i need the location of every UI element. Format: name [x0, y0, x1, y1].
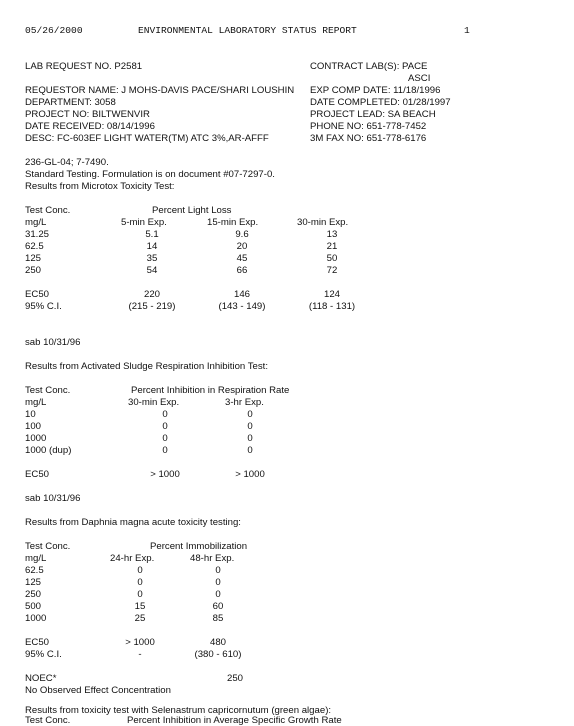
algae-col-label: Test Conc. — [25, 715, 71, 726]
sludge-section-title: Results from Activated Sludge Respiration Inhibition Test: — [25, 361, 268, 372]
noec-label: NOEC* — [25, 673, 57, 684]
microtox-cell: 20 — [236, 241, 248, 252]
sludge-cell: 0 — [162, 445, 168, 456]
microtox-signoff: sab 10/31/96 — [25, 337, 81, 348]
lab-request-no: LAB REQUEST NO. P2581 — [25, 61, 143, 72]
contract-labs-2: ASCI — [408, 73, 431, 84]
daphnia-ci-label: 95% C.I. — [25, 649, 62, 660]
project-no: PROJECT NO: BILTWENVIR — [25, 109, 150, 120]
contract-labs: CONTRACT LAB(S): PACE — [310, 61, 428, 72]
microtox-exp-header: 5-min Exp. — [121, 217, 167, 228]
microtox-ec50-value: 220 — [143, 289, 160, 300]
daphnia-cell: 0 — [215, 577, 221, 588]
microtox-ci-value: (118 - 131) — [308, 301, 356, 312]
microtox-ci-label: 95% C.I. — [25, 301, 62, 312]
sludge-unit-label: mg/L — [25, 397, 47, 408]
daphnia-ec50-value: > 1000 — [125, 637, 155, 648]
fax-no: 3M FAX NO: 651-778-6176 — [310, 133, 427, 144]
microtox-cell: 9.6 — [235, 229, 249, 240]
microtox-cell: 35 — [146, 253, 158, 264]
sludge-exp-header: 3-hr Exp. — [225, 397, 264, 408]
microtox-exp-header: 30-min Exp. — [297, 217, 349, 228]
standard-testing-note: Standard Testing. Formulation is on document #07-7297-0. — [25, 169, 275, 180]
requestor-name: REQUESTOR NAME: J MOHS-DAVIS PACE/SHARI LOUSHIN — [25, 85, 295, 96]
daphnia-cell: 0 — [137, 565, 143, 576]
microtox-cell: 45 — [236, 253, 248, 264]
microtox-group-header: Percent Light Loss — [152, 205, 232, 216]
microtox-cell: 14 — [146, 241, 158, 252]
date-completed: DATE COMPLETED: 01/28/1997 — [310, 97, 451, 108]
microtox-ci-value: (215 - 219) — [128, 301, 176, 312]
daphnia-cell: 0 — [215, 589, 221, 600]
daphnia-cell: 15 — [134, 601, 146, 612]
microtox-cell: 50 — [326, 253, 338, 264]
microtox-cell: 13 — [326, 229, 338, 240]
document-ref: 236-GL-04; 7-7490. — [25, 157, 109, 168]
daphnia-ec50-value: 480 — [209, 637, 226, 648]
microtox-cell: 54 — [146, 265, 158, 276]
daphnia-cell: 25 — [134, 613, 146, 624]
sludge-ec50-label: EC50 — [25, 469, 49, 480]
daphnia-ec50-label: EC50 — [25, 637, 49, 648]
daphnia-col-label: Test Conc. — [25, 541, 71, 552]
daphnia-section-title: Results from Daphnia magna acute toxicity testing: — [25, 517, 241, 528]
daphnia-cell: 0 — [215, 565, 221, 576]
sludge-cell: 0 — [247, 433, 253, 444]
microtox-exp-header: 15-min Exp. — [207, 217, 259, 228]
sludge-col-label: Test Conc. — [25, 385, 71, 396]
page-number: 1 — [464, 25, 470, 36]
microtox-ec50-value: 146 — [233, 289, 250, 300]
description: DESC: FC-603EF LIGHT WATER(TM) ATC 3%,AR-AFFF — [25, 133, 269, 144]
sludge-cell: 0 — [162, 433, 168, 444]
sludge-conc: 1000 (dup) — [25, 445, 72, 456]
daphnia-conc: 62.5 — [25, 565, 44, 576]
sludge-conc: 1000 — [25, 433, 47, 444]
report-date: 05/26/2000 — [25, 25, 83, 36]
microtox-ec50-value: 124 — [323, 289, 340, 300]
sludge-group-header: Percent Inhibition in Respiration Rate — [131, 385, 290, 396]
sludge-conc: 100 — [25, 421, 42, 432]
daphnia-cell: 0 — [137, 577, 143, 588]
phone-no: PHONE NO: 651-778-7452 — [310, 121, 427, 132]
sludge-cell: 0 — [162, 421, 168, 432]
microtox-cell: 5.1 — [145, 229, 159, 240]
microtox-conc: 125 — [25, 253, 42, 264]
microtox-ci-value: (143 - 149) — [218, 301, 266, 312]
microtox-cell: 72 — [326, 265, 338, 276]
date-received: DATE RECEIVED: 08/14/1996 — [25, 121, 155, 132]
project-lead: PROJECT LEAD: SA BEACH — [310, 109, 436, 120]
sludge-cell: 0 — [247, 421, 253, 432]
algae-section-title: Results from toxicity test with Selenastrum capricornutum (green algae): — [25, 705, 332, 716]
microtox-cell: 21 — [326, 241, 338, 252]
daphnia-ci-value: (380 - 610) — [194, 649, 242, 660]
daphnia-cell: 60 — [212, 601, 224, 612]
daphnia-cell: 85 — [212, 613, 224, 624]
daphnia-conc: 250 — [25, 589, 42, 600]
sludge-cell: 0 — [162, 409, 168, 420]
microtox-conc: 250 — [25, 265, 42, 276]
daphnia-cell: 0 — [137, 589, 143, 600]
microtox-unit-label: mg/L — [25, 217, 47, 228]
noec-footnote: No Observed Effect Concentration — [25, 685, 171, 696]
daphnia-ci-value: - — [138, 649, 142, 660]
microtox-section-title: Results from Microtox Toxicity Test: — [25, 181, 175, 192]
sludge-ec50-value: > 1000 — [150, 469, 180, 480]
microtox-conc: 62.5 — [25, 241, 44, 252]
microtox-ec50-label: EC50 — [25, 289, 49, 300]
daphnia-conc: 125 — [25, 577, 42, 588]
daphnia-exp-header: 48-hr Exp. — [190, 553, 235, 564]
sludge-cell: 0 — [247, 445, 253, 456]
daphnia-unit-label: mg/L — [25, 553, 47, 564]
microtox-col-label: Test Conc. — [25, 205, 71, 216]
department: DEPARTMENT: 3058 — [25, 97, 116, 108]
noec-value: 250 — [227, 673, 244, 684]
sludge-conc: 10 — [25, 409, 36, 420]
sludge-cell: 0 — [247, 409, 253, 420]
sludge-signoff: sab 10/31/96 — [25, 493, 81, 504]
exp-comp-date: EXP COMP DATE: 11/18/1996 — [310, 85, 441, 96]
microtox-cell: 66 — [236, 265, 248, 276]
microtox-conc: 31.25 — [25, 229, 50, 240]
report-title: ENVIRONMENTAL LABORATORY STATUS REPORT — [138, 25, 357, 36]
daphnia-conc: 1000 — [25, 613, 47, 624]
daphnia-group-header: Percent Immobilization — [150, 541, 248, 552]
sludge-exp-header: 30-min Exp. — [128, 397, 180, 408]
sludge-ec50-value: > 1000 — [235, 469, 265, 480]
daphnia-conc: 500 — [25, 601, 42, 612]
algae-group-header: Percent Inhibition in Average Specific Growth Rate — [127, 715, 342, 726]
daphnia-exp-header: 24-hr Exp. — [110, 553, 155, 564]
